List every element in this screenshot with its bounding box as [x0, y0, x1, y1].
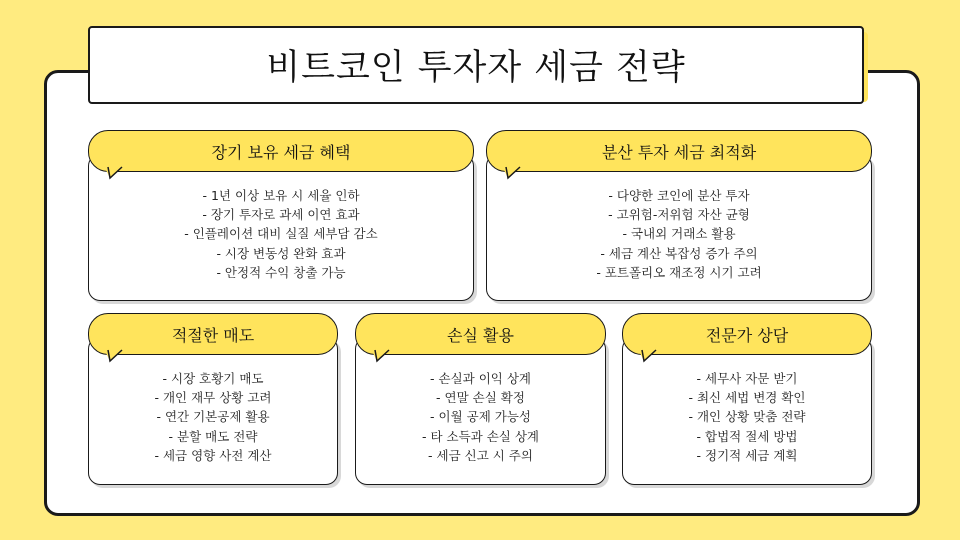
list-item: - 세금 신고 시 주의 — [428, 447, 533, 463]
list-item: - 연간 기본공제 활용 — [156, 409, 270, 425]
list-item: - 안정적 수익 창출 가능 — [216, 264, 346, 280]
speech-bubble-tail — [371, 349, 393, 363]
card-heading: 적절한 매도 — [88, 313, 338, 355]
list-item: - 장기 투자로 과세 이연 효과 — [202, 207, 360, 223]
card-list — [88, 186, 474, 282]
card-diversified-investment — [486, 130, 872, 301]
card-loss-utilization — [355, 313, 606, 485]
page-title: 비트코인 투자자 세금 전략 — [266, 48, 686, 88]
speech-bubble-tail — [104, 166, 126, 180]
list-item: - 세무사 자문 받기 — [696, 371, 798, 386]
list-item: - 타 소득과 손실 상계 — [421, 428, 539, 444]
list-item: - 시장 변동성 완화 효과 — [216, 245, 346, 261]
list-item: - 인플레이션 대비 실질 세부담 감소 — [184, 226, 378, 242]
card-proper-selling — [88, 313, 338, 485]
card-list — [355, 369, 606, 465]
list-item: - 고위험-저위험 자산 균형 — [608, 207, 750, 223]
speech-bubble-tail — [638, 349, 660, 363]
list-item: - 손실과 이익 상계 — [430, 371, 531, 386]
list-item: - 합법적 절세 방법 — [696, 428, 798, 444]
list-item: - 개인 재무 상황 고려 — [154, 390, 272, 406]
list-item: - 개인 상황 맞춤 전략 — [688, 409, 806, 425]
list-item: - 다양한 코인에 분산 투자 — [608, 188, 750, 203]
card-list — [622, 369, 872, 465]
list-item: - 1년 이상 보유 시 세율 인하 — [202, 188, 360, 203]
card-long-term-holding — [88, 130, 474, 301]
list-item: - 국내외 거래소 활용 — [622, 226, 736, 242]
list-item: - 연말 손실 확정 — [436, 390, 525, 406]
list-item: - 정기적 세금 계획 — [696, 447, 798, 463]
speech-bubble-tail — [502, 166, 524, 180]
list-item: - 세금 계산 복잡성 증가 주의 — [600, 245, 758, 261]
card-heading: 전문가 상담 — [622, 313, 872, 355]
speech-bubble-tail — [104, 349, 126, 363]
card-heading: 손실 활용 — [355, 313, 606, 355]
card-expert-consultation — [622, 313, 872, 485]
list-item: - 분할 매도 전략 — [168, 428, 258, 444]
card-heading: 분산 투자 세금 최적화 — [486, 130, 872, 172]
list-item: - 이월 공제 가능성 — [430, 409, 531, 425]
list-item: - 포트폴리오 재조정 시기 고려 — [596, 264, 762, 280]
card-heading: 장기 보유 세금 혜택 — [88, 130, 474, 172]
title-box — [88, 26, 864, 104]
list-item: - 세금 영향 사전 계산 — [154, 447, 272, 463]
list-item: - 최신 세법 변경 확인 — [688, 390, 806, 406]
card-list — [486, 186, 872, 282]
card-list — [88, 369, 338, 465]
list-item: - 시장 호황기 매도 — [162, 371, 264, 386]
